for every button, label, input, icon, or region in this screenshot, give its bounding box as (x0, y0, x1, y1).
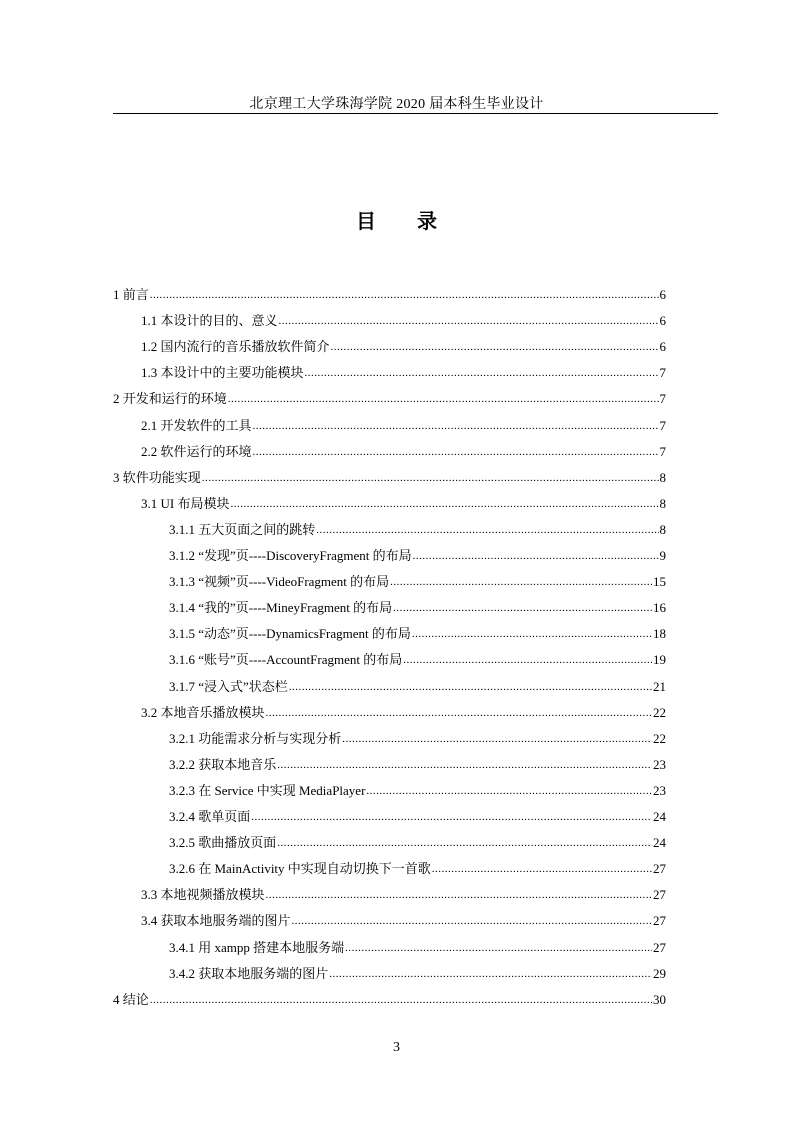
toc-entry-page: 8 (659, 521, 666, 537)
toc-entry-page: 6 (659, 287, 666, 302)
toc-dot-leader (329, 965, 652, 983)
toc-entry[interactable] (141, 912, 666, 930)
toc-dot-leader (266, 704, 652, 722)
toc-dot-leader (279, 312, 659, 330)
toc-entry[interactable] (141, 312, 666, 330)
toc-entry-label: 3.1.7 “浸入式”状态栏 (169, 678, 288, 694)
toc-entry-label: 3.2.2 获取本地音乐 (169, 756, 277, 772)
toc-entry-page: 27 (653, 913, 666, 929)
toc-entry[interactable] (141, 364, 666, 382)
toc-dot-leader (277, 756, 652, 774)
toc-entry-page: 9 (659, 548, 666, 563)
toc-entry[interactable] (113, 991, 666, 1009)
toc-entry-label: 3.2.3 在 Service 中实现 MediaPlayer (169, 782, 366, 798)
header-rule (113, 113, 718, 114)
toc-entry[interactable] (169, 651, 666, 669)
toc-dot-leader (390, 573, 652, 591)
page-number: 3 (393, 1040, 400, 1055)
toc-entry[interactable] (169, 573, 666, 591)
toc-entry-page: 27 (653, 861, 666, 877)
toc-dot-leader (289, 678, 652, 696)
toc-entry-label: 3.1.1 五大页面之间的跳转 (169, 521, 316, 537)
toc-entry[interactable] (169, 860, 666, 878)
toc-entry-label: 3.2.6 在 MainActivity 中实现自动切换下一首歌 (169, 861, 431, 877)
toc-entry[interactable] (141, 443, 666, 461)
toc-entry-label: 3.1.6 “账号”页----AccountFragment 的布局 (169, 652, 403, 668)
toc-entry-page: 19 (653, 652, 666, 668)
toc-entry-label: 3.2.1 功能需求分析与实现分析 (169, 730, 342, 746)
toc-dot-leader (150, 991, 652, 1009)
toc-entry[interactable] (169, 782, 666, 800)
toc-entry[interactable] (141, 495, 666, 513)
toc-entry-label: 3 软件功能实现 (113, 469, 201, 485)
toc-entry-label: 1.1 本设计的目的、意义 (141, 313, 278, 329)
toc-entry-label: 3.2 本地音乐播放模块 (141, 704, 265, 720)
toc-entry-page: 8 (659, 469, 666, 485)
toc-entry-page: 6 (659, 313, 666, 329)
toc-dot-leader (345, 939, 652, 957)
toc-entry-label: 3.4.2 获取本地服务端的图片 (169, 965, 329, 981)
toc-entry-page: 27 (653, 887, 666, 903)
toc-entry[interactable] (141, 338, 666, 356)
toc-entry[interactable] (169, 521, 666, 539)
toc-entry[interactable] (113, 390, 666, 408)
toc-dot-leader (331, 338, 659, 356)
toc-entry-label: 3.2.5 歌曲播放页面 (169, 835, 277, 851)
toc-dot-leader (266, 886, 652, 904)
toc-entry-page: 18 (653, 626, 666, 642)
toc-entry-page: 23 (653, 782, 666, 798)
toc-dot-leader (403, 651, 652, 669)
toc-entry[interactable] (113, 469, 666, 487)
toc-entry[interactable] (113, 286, 666, 304)
toc-entry-page: 7 (659, 365, 666, 381)
toc-entry[interactable] (169, 808, 666, 826)
toc-entry-page: 21 (653, 678, 666, 694)
toc-entry-label: 3.1.3 “视频”页----VideoFragment 的布局 (169, 574, 390, 590)
toc-entry-label: 2 开发和运行的环境 (113, 391, 227, 407)
toc-entry-page: 15 (653, 574, 666, 590)
toc-entry[interactable] (141, 704, 666, 722)
toc-entry[interactable] (169, 547, 666, 565)
toc-entry-label: 3.4 获取本地服务端的图片 (141, 913, 291, 929)
toc-dot-leader (150, 286, 659, 304)
toc-entry-label: 2.2 软件运行的环境 (141, 443, 252, 459)
toc-dot-leader (292, 912, 652, 930)
toc-entry-page: 16 (653, 600, 666, 616)
toc-dot-leader (253, 417, 659, 435)
toc-entry[interactable] (169, 756, 666, 774)
toc-entry-label: 3.1 UI 布局模块 (141, 495, 230, 511)
toc-entry[interactable] (169, 965, 666, 983)
toc-entry-label: 3.1.5 “动态”页----DynamicsFragment 的布局 (169, 626, 411, 642)
toc-entry-label: 3.4.1 用 xampp 搭建本地服务端 (169, 939, 345, 955)
toc-dot-leader (366, 782, 652, 800)
toc-entry-label: 2.1 开发软件的工具 (141, 417, 252, 433)
toc-dot-leader (202, 469, 659, 487)
toc-entry-page: 24 (653, 809, 666, 824)
toc-entry[interactable] (169, 678, 666, 696)
toc-dot-leader (253, 443, 659, 461)
toc-entry[interactable] (169, 834, 666, 852)
toc-dot-leader (228, 390, 659, 408)
toc-entry-label: 4 结论 (113, 991, 149, 1007)
toc-entry-label: 1 前言 (113, 287, 149, 302)
toc-entry[interactable] (169, 939, 666, 957)
toc-entry-label: 3.1.4 “我的”页----MineyFragment 的布局 (169, 600, 393, 616)
toc-entry-page: 7 (659, 417, 666, 433)
toc-entry[interactable] (169, 599, 666, 617)
toc-entry-page: 22 (653, 704, 666, 720)
toc-entry-page: 24 (653, 835, 666, 851)
toc-entry-page: 29 (653, 965, 666, 981)
toc-entry-page: 7 (659, 391, 666, 407)
toc-dot-leader (230, 495, 658, 513)
toc-entry[interactable] (141, 417, 666, 435)
toc-dot-leader (412, 625, 652, 643)
toc-title: 目 录 (356, 211, 455, 233)
toc-dot-leader (305, 364, 659, 382)
toc-entry[interactable] (141, 886, 666, 904)
toc-dot-leader (251, 808, 652, 826)
toc-entry[interactable] (169, 730, 666, 748)
toc-dot-leader (393, 599, 652, 617)
toc-entry-page: 23 (653, 756, 666, 772)
toc-entry[interactable] (169, 625, 666, 643)
toc-entry-label: 3.1.2 “发现”页----DiscoveryFragment 的布局 (169, 548, 412, 563)
toc-dot-leader (277, 834, 652, 852)
toc-entry-page: 6 (659, 339, 666, 355)
toc-entry-label: 1.3 本设计中的主要功能模块 (141, 365, 304, 381)
toc-entry-page: 30 (653, 991, 666, 1007)
toc-dot-leader (316, 521, 658, 539)
toc-entry-page: 8 (659, 495, 666, 511)
toc-entry-label: 3.3 本地视频播放模块 (141, 887, 265, 903)
toc-dot-leader (432, 860, 652, 878)
toc-entry-label: 1.2 国内流行的音乐播放软件简介 (141, 339, 330, 355)
toc-entry-page: 22 (653, 730, 666, 746)
running-header: 北京理工大学珠海学院 2020 届本科生毕业设计 (249, 97, 544, 112)
toc-entry-label: 3.2.4 歌单页面 (169, 809, 251, 824)
toc-dot-leader (413, 547, 659, 565)
toc-dot-leader (342, 730, 652, 748)
toc-entry-page: 27 (653, 939, 666, 955)
toc-entry-page: 7 (659, 443, 666, 459)
